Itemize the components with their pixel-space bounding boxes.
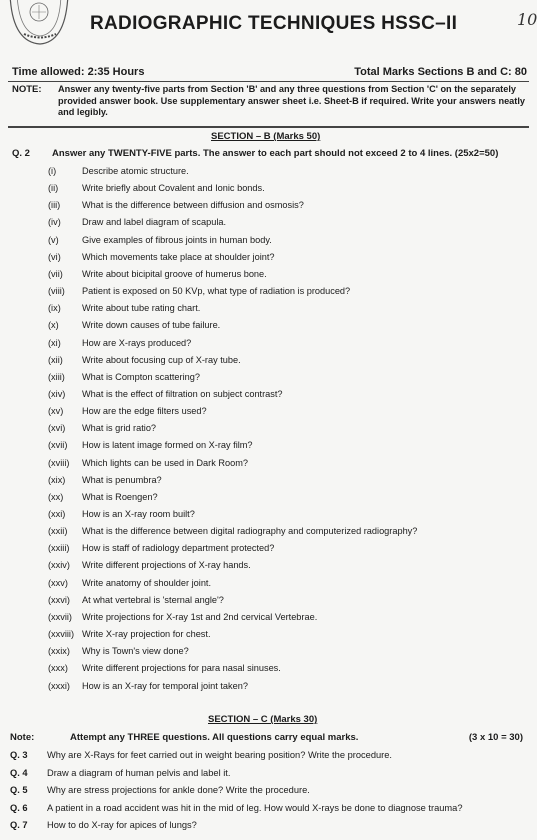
item-text: Which lights can be used in Dark Room?: [82, 457, 248, 468]
instruction-text: Answer any TWENTY-FIVE parts. The answer to each part should not exceed 2 to 4 lines.: [52, 148, 453, 159]
item-text: How is an X-ray room built?: [82, 509, 195, 519]
section-c-marks: (3 x 10 = 30): [468, 732, 523, 743]
item-number: (i): [48, 166, 57, 176]
question-number: Q. 3: [10, 750, 28, 760]
item-number: (xxxi): [48, 680, 70, 691]
note-text: Answer any twenty-five parts from Section 'B' and any three questions from Section 'C' on the separately provided answer book. Use supplementary answer sheet i.e. Sheet-B if required. Write your answers neatly and legibly.: [58, 84, 526, 117]
item-text: Which movements take place at shoulder joint?: [82, 251, 275, 262]
question-text: Why are X-Rays for feet carried out in weight bearing position? Write the procedure.: [47, 750, 393, 760]
item-text: How are X-rays produced?: [82, 337, 192, 348]
question-text: Why are stress projections for ankle done? Write the procedure.: [47, 785, 310, 795]
paper-title: RADIOGRAPHIC TECHNIQUES HSSC–II: [90, 13, 458, 34]
item-number: (iv): [48, 217, 61, 228]
time-allowed: Time allowed: 2:35 Hours: [12, 66, 145, 78]
divider: [8, 126, 529, 128]
item-number: (xxii): [48, 526, 68, 537]
note-label: NOTE:: [12, 84, 42, 95]
item-number: (xxix): [48, 646, 70, 657]
item-text: What is the difference between diffusion and osmosis?: [82, 200, 304, 211]
question-text: Draw a diagram of human pelvis and label it.: [47, 767, 231, 778]
board-seal-icon: [4, 0, 74, 52]
item-number: (xxiii): [48, 543, 70, 554]
item-number: (ii): [48, 183, 59, 194]
section-c-heading: SECTION – C (Marks 30): [208, 714, 318, 725]
item-number: (xxvi): [48, 594, 70, 605]
item-text: Write about bicipital groove of humerus bone.: [82, 268, 267, 279]
item-number: (xix): [48, 474, 66, 485]
item-text: Write briefly about Covalent and Ionic bonds.: [82, 183, 265, 194]
section-c-note-label: Note:: [10, 732, 35, 743]
item-text: How are the edge filters used?: [82, 406, 207, 417]
item-text: What is Roengen?: [82, 491, 158, 502]
item-text: Give examples of fibrous joints in human body.: [82, 234, 272, 245]
item-number: (xxiv): [48, 560, 70, 571]
item-text: Write different projections of X-ray hands.: [82, 560, 251, 571]
item-text: Patient is exposed on 50 KVp, what type of radiation is produced?: [82, 286, 351, 297]
item-number: (x): [48, 320, 59, 331]
item-number: (xiii): [48, 371, 65, 382]
item-text: At what vertebral is 'sternal angle'?: [82, 594, 224, 605]
item-number: (viii): [48, 286, 65, 297]
item-number: (xxvii): [48, 611, 72, 622]
section-b-heading: SECTION – B (Marks 50): [211, 131, 321, 142]
item-text: Write anatomy of shoulder joint.: [82, 577, 212, 588]
item-text: How is staff of radiology department protected?: [82, 543, 275, 554]
item-number: (xv): [48, 406, 64, 417]
item-text: Write about focusing cup of X-ray tube.: [82, 354, 241, 365]
question-number: Q. 4: [10, 767, 28, 778]
item-text: Why is Town's view done?: [82, 646, 189, 657]
question-text: A patient in a road accident was hit in the mid of leg. How would X-rays be done to diagnose trauma?: [47, 802, 463, 813]
section-c-note-text: Attempt any THREE questions. All questions carry equal marks.: [70, 732, 359, 743]
item-number: (xvii): [48, 440, 68, 451]
item-text: Write projections for X-ray 1st and 2nd cervical Vertebrae.: [82, 611, 318, 622]
section-b-instruction: [52, 148, 532, 159]
section-b-marks: (25x2=50): [454, 148, 499, 159]
item-number: (iii): [48, 200, 61, 211]
item-number: (ix): [48, 303, 61, 314]
total-marks: Total Marks Sections B and C: 80: [354, 66, 527, 78]
item-text: What is grid ratio?: [82, 423, 157, 434]
item-text: What is Compton scattering?: [82, 371, 200, 382]
item-number: (v): [48, 234, 59, 245]
item-number: (xx): [48, 491, 64, 502]
item-number: (xviii): [48, 457, 70, 468]
item-text: How is an X-ray for temporal joint taken?: [82, 680, 248, 691]
question-number: Q. 2: [12, 148, 30, 159]
item-number: (xi): [48, 337, 61, 348]
question-number: Q. 5: [10, 785, 28, 795]
item-text: What is the difference between digital radiography and computerized radiography?: [82, 526, 418, 537]
item-number: (xxx): [48, 663, 68, 674]
item-number: (xii): [48, 354, 63, 365]
item-text: Draw and label diagram of scapula.: [82, 217, 227, 228]
question-text: How to do X-ray for apices of lungs?: [47, 820, 197, 830]
item-text: Describe atomic structure.: [82, 166, 189, 176]
item-text: How is latent image formed on X-ray film?: [82, 440, 253, 451]
item-number: (xvi): [48, 423, 66, 434]
item-number: (xxviii): [48, 629, 75, 640]
handwritten-mark: 10: [517, 10, 537, 29]
question-number: Q. 7: [10, 820, 28, 830]
item-text: Write down causes of tube failure.: [82, 320, 221, 331]
item-text: What is the effect of filtration on subject contrast?: [82, 388, 283, 399]
item-number: (xxi): [48, 509, 66, 519]
question-number: Q. 6: [10, 802, 28, 813]
item-number: (vii): [48, 268, 63, 279]
item-number: (xxv): [48, 577, 68, 588]
item-text: Write different projections for para nasal sinuses.: [82, 663, 281, 674]
meta-row: [12, 66, 527, 80]
item-text: What is penumbra?: [82, 474, 162, 485]
item-number: (xiv): [48, 388, 66, 399]
item-text: Write about tube rating chart.: [82, 303, 201, 314]
item-number: (vi): [48, 251, 61, 262]
item-text: Write X-ray projection for chest.: [82, 629, 211, 640]
divider: [8, 81, 529, 82]
